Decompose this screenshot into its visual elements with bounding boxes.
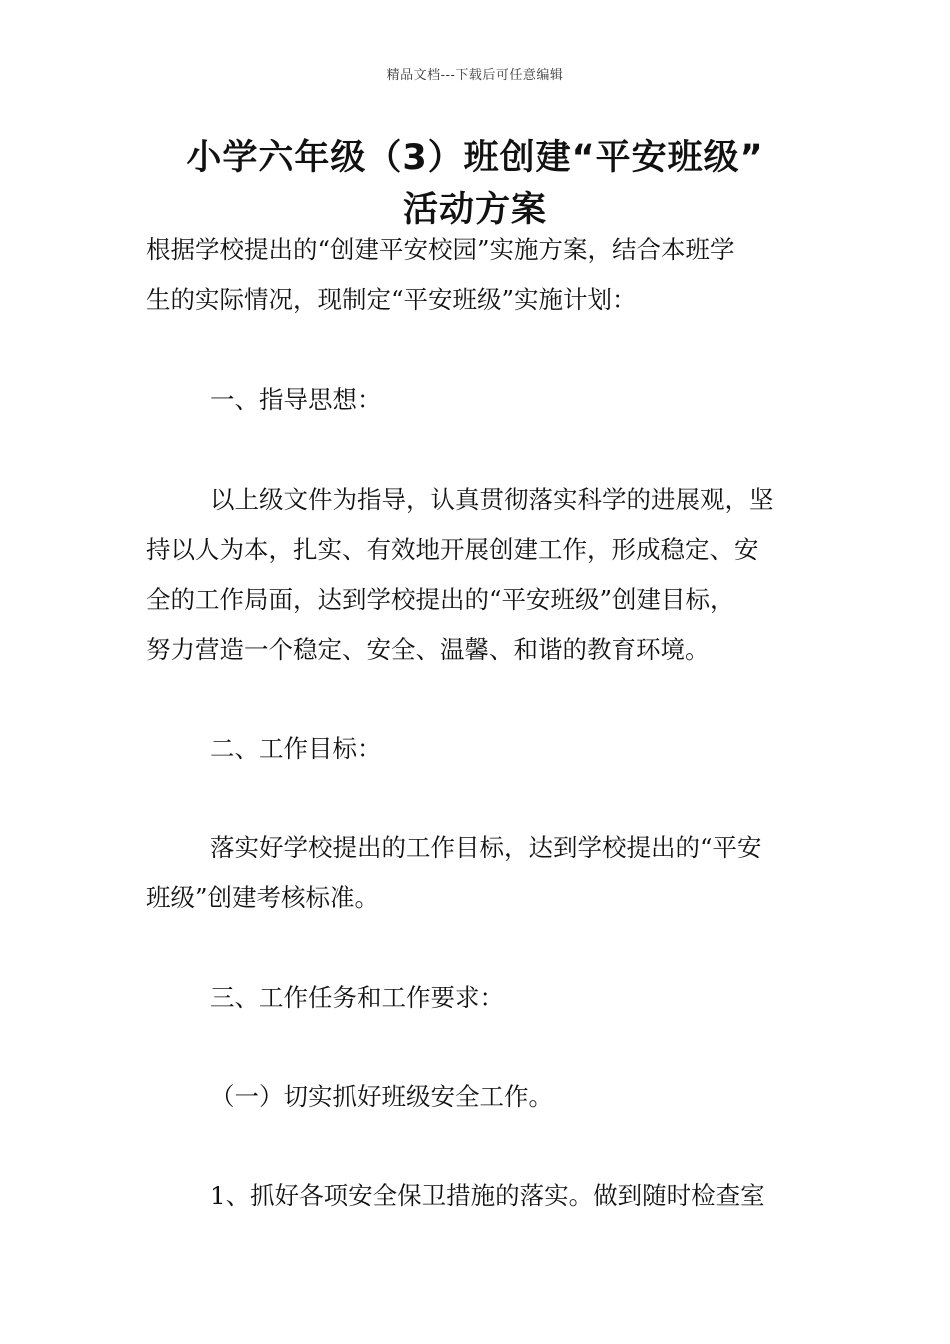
section-3-item-1-line-1: 1、抓好各项安全保卫措施的落实。做到随时检查室 xyxy=(210,1181,765,1210)
section-2-paragraph-line-2: 班级”创建考核标准。 xyxy=(146,883,380,912)
section-1-paragraph-line-2: 持以人为本，扎实、有效地开展创建工作，形成稳定、安 xyxy=(146,535,759,564)
header-note: 精品文档---下载后可任意编辑 xyxy=(386,68,564,83)
section-3-heading: 三、工作任务和工作要求： xyxy=(210,983,504,1012)
section-1-paragraph-line-3: 全的工作局面，达到学校提出的“平安班级”创建目标， xyxy=(146,585,735,614)
document-title-line-1: 小学六年级（3）班创建“平安班级” xyxy=(186,138,764,178)
intro-line-1: 根据学校提出的“创建平安校园”实施方案，结合本班学 xyxy=(146,235,735,264)
section-1-paragraph-line-4: 努力营造一个稳定、安全、温馨、和谐的教育环境。 xyxy=(146,635,710,664)
section-1-heading: 一、指导思想： xyxy=(210,385,382,414)
document-title-line-2: 活动方案 xyxy=(402,190,547,230)
intro-line-2: 生的实际情况，现制定“平安班级”实施计划： xyxy=(146,285,637,314)
section-3-subheading-1: （一）切实抓好班级安全工作。 xyxy=(210,1082,553,1111)
section-2-paragraph-line-1: 落实好学校提出的工作目标，达到学校提出的“平安 xyxy=(210,833,762,862)
section-2-heading: 二、工作目标： xyxy=(210,734,382,763)
section-1-paragraph-line-1: 以上级文件为指导，认真贯彻落实科学的进展观，坚 xyxy=(210,485,774,514)
